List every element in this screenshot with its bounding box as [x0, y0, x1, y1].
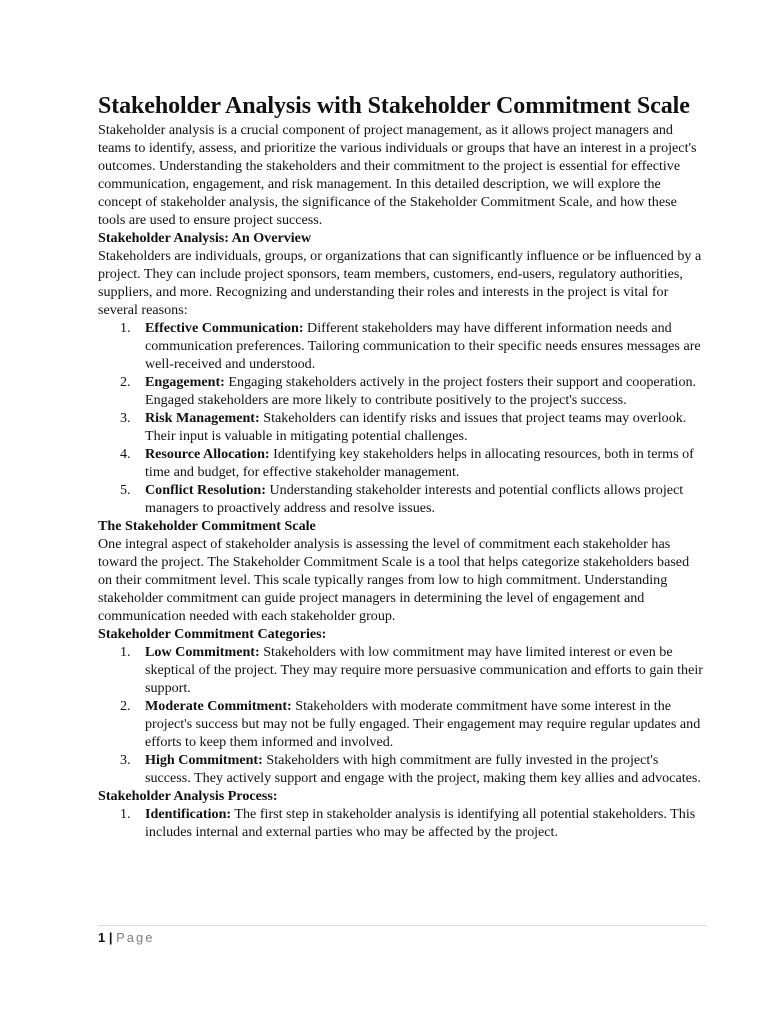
footer-separator: | — [108, 930, 113, 945]
list-term: Resource Allocation: — [145, 446, 270, 462]
list-text: The first step in stakeholder analysis is identifying all potential stakeholders. This includes internal and external parties who may be affected by the project. — [145, 806, 696, 840]
list-term: Risk Management: — [145, 410, 260, 426]
overview-list — [98, 319, 706, 517]
list-number: 1. — [120, 320, 131, 336]
page-footer — [98, 925, 706, 947]
list-number: 5. — [120, 482, 131, 498]
list-number: 2. — [120, 374, 131, 390]
commitment-scale-paragraph: One integral aspect of stakeholder analysis is assessing the level of commitment each stakeholder has toward the project. The Stakeholder Commitment Scale is a tool that helps categorize stakeholders based on their commitment level. This scale typically ranges from low to high commitment. Understanding stakeholder commitment can guide project managers in determining the level of engagement and communication needed with each stakeholder group. — [98, 536, 690, 624]
categories-list — [98, 643, 706, 787]
intro-paragraph: Stakeholder analysis is a crucial component of project management, as it allows project managers and teams to identify, assess, and prioritize the various individuals or groups that have an interest in a project's outcomes. Understanding the stakeholders and their commitment to the project is essential for effective communication, engagement, and risk management. In this detailed description, we will explore the concept of stakeholder analysis, the significance of the Stakeholder Commitment Scale, and how these tools are used to ensure project success. — [98, 122, 697, 228]
list-text: Stakeholders with moderate commitment have some interest in the project's success but may not be fully engaged. Their engagement may require regular updates and efforts to keep them informed and involved. — [145, 698, 701, 750]
page-number: 1 — [98, 930, 106, 945]
list-text: Stakeholders can identify risks and issues that project teams may overlook. Their input is valuable in mitigating potential challenges. — [145, 410, 687, 444]
commitment-scale-heading: The Stakeholder Commitment Scale — [98, 518, 316, 534]
list-term: Effective Communication: — [145, 320, 304, 336]
list-term: Conflict Resolution: — [145, 482, 266, 498]
list-item — [98, 805, 706, 841]
list-item — [98, 643, 706, 697]
list-text: Stakeholders with low commitment may have limited interest or even be skeptical of the project. They may require more persuasive communication and efforts to gain their support. — [145, 644, 703, 696]
list-text: Understanding stakeholder interests and potential conflicts allows project managers to proactively address and resolve issues. — [145, 482, 684, 516]
list-item — [98, 751, 706, 787]
list-text: Stakeholders with high commitment are fully invested in the project's success. They actively support and engage with the project, making them key allies and advocates. — [145, 752, 701, 786]
list-term: Low Commitment: — [145, 644, 260, 660]
list-number: 2. — [120, 698, 131, 714]
list-term: High Commitment: — [145, 752, 263, 768]
list-number: 1. — [120, 644, 131, 660]
list-number: 3. — [120, 410, 131, 426]
page-label: Page — [116, 930, 155, 945]
list-item — [98, 445, 706, 481]
process-heading: Stakeholder Analysis Process: — [98, 788, 278, 804]
list-item — [98, 319, 706, 373]
list-item — [98, 373, 706, 409]
list-number: 1. — [120, 806, 131, 822]
list-item — [98, 697, 706, 751]
list-term: Engagement: — [145, 374, 225, 390]
document-page — [98, 92, 706, 841]
list-text: Engaging stakeholders actively in the project fosters their support and cooperation. Engaged stakeholders are more likely to contribute positively to the project's success. — [145, 374, 697, 408]
overview-paragraph: Stakeholders are individuals, groups, or organizations that can significantly influence or be influenced by a project. They can include project sponsors, team members, customers, end-users, regulatory authorities, suppliers, and more. Recognizing and understanding their roles and interests in the project is vital for several reasons: — [98, 248, 702, 318]
list-item — [98, 409, 706, 445]
list-item — [98, 481, 706, 517]
list-text: Different stakeholders may have different information needs and communication preferences. Tailoring communication to their specific needs ensures messages are well-received and understood. — [145, 320, 701, 372]
list-number: 3. — [120, 752, 131, 768]
list-term: Identification: — [145, 806, 232, 822]
list-number: 4. — [120, 446, 131, 462]
list-term: Moderate Commitment: — [145, 698, 292, 714]
list-text: Identifying key stakeholders helps in allocating resources, both in terms of time and budget, for effective stakeholder management. — [145, 446, 694, 480]
overview-heading: Stakeholder Analysis: An Overview — [98, 230, 312, 246]
categories-heading: Stakeholder Commitment Categories: — [98, 626, 327, 642]
process-list — [98, 805, 706, 841]
document-title: Stakeholder Analysis with Stakeholder Commitment Scale — [98, 93, 690, 119]
